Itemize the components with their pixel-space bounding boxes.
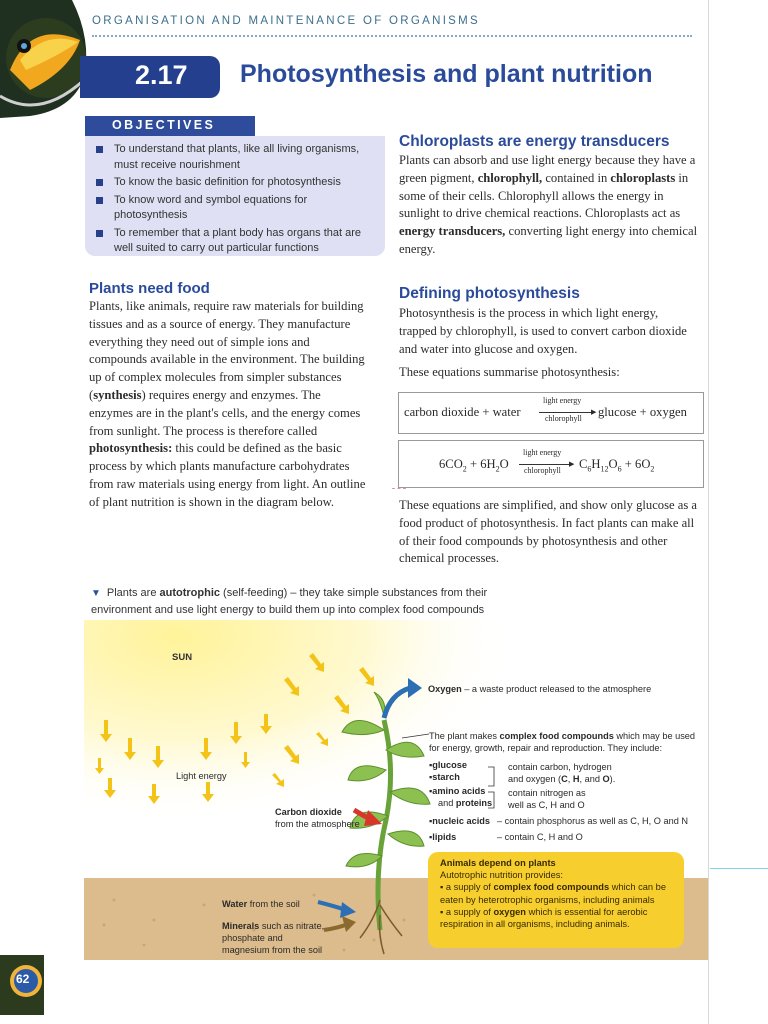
- symbol-equation-reactants: $6CO_2 + 6H_2O$: [439, 457, 509, 474]
- word-equation-reactants: carbon dioxide + water: [404, 405, 521, 419]
- bullet-square-icon: [96, 146, 103, 153]
- oxygen-label: Oxygen – a waste product released to the atmosphere: [428, 684, 652, 694]
- caption-triangle-icon: ▼: [91, 588, 101, 599]
- symbol-equation-products: $C_6H_{12}O_6 + 6O_2$: [579, 457, 655, 474]
- margin-mark: [392, 488, 406, 489]
- objective-item: To know the basic definition for photosynthesis: [96, 175, 380, 191]
- page-title: Photosynthesis and plant nutrition: [240, 60, 653, 88]
- symbol-equation-condition-above: light energy: [523, 448, 562, 457]
- lipids-item: ▪lipids: [429, 832, 457, 842]
- page-edge-mark: [710, 868, 768, 869]
- reaction-arrow-icon: [519, 464, 573, 465]
- diagram-caption: ▼ Plants are autotrophic (self-feeding) – they take simple substances from their environment and use light energy to build them up into complex food compounds: [91, 587, 488, 616]
- word-equation-condition-above: light energy: [543, 396, 582, 405]
- starch-item: ▪starch: [429, 772, 460, 782]
- arrow-head-icon: ▶: [591, 408, 597, 416]
- objectives-heading: OBJECTIVES: [112, 118, 216, 132]
- plants-need-food-paragraph: Plants, like animals, require raw materials for building tissues and as a source of energy. They manufacture everything they need out of simple ions and compounds available in the environment. The building up of complex molecules from simpler substances (synthesis) requires energy and enzymes. The enzymes are in the plant's cells, and the energy comes from sunlight. The process is therefore called photosynthesis: this could be defined as the basic process by which plants manufacture carbohydrates from raw materials using energy from light. An outline of plant nutrition is shown in the diagram below.: [89, 299, 366, 509]
- proteins-item: and proteins: [438, 798, 493, 808]
- bullet-square-icon: [96, 230, 103, 237]
- objective-item: To know word and symbol equations for photosynthesis: [96, 193, 380, 224]
- objective-item: To remember that a plant body has organs that are well suited to carry out particular functions: [96, 226, 380, 257]
- reaction-arrow-icon: [539, 412, 595, 413]
- symbol-equation-condition-below: chlorophyll: [524, 466, 561, 475]
- header-bird-emblem: [0, 0, 92, 120]
- section-label: ORGANISATION AND MAINTENANCE OF ORGANISMS: [92, 15, 481, 27]
- light-energy-label: Light energy: [176, 771, 227, 781]
- chloroplasts-paragraph: Plants can absorb and use light energy because they have a green pigment, chlorophyll, contained in chloroplasts in some of their cells. Chlorophyll allows the energy in sunlight to drive chemical reactions. Chloroplasts act as energy transducers, converting light energy into chemical energy.: [399, 153, 698, 256]
- callout-bullet: ▪ a supply of complex food compounds which can be eaten by heterotrophic organisms, including animals: [440, 882, 666, 905]
- bullet-square-icon: [96, 179, 103, 186]
- word-equation-box: [398, 392, 704, 434]
- plants-need-food-heading: Plants need food: [89, 280, 210, 297]
- carbon-dioxide-label: Carbon dioxide from the atmosphere: [275, 807, 360, 829]
- nucleic-acids-item: ▪nucleic acids: [429, 816, 490, 826]
- word-equation-condition-below: chlorophyll: [545, 414, 582, 423]
- amino-acids-item: ▪amino acids: [429, 786, 486, 796]
- carbohydrates-description: contain carbon, hydrogen and oxygen (C, H, and O).: [508, 762, 616, 784]
- callout-text: [440, 857, 680, 930]
- arrow-head-icon: ▶: [569, 460, 575, 468]
- equations-note-paragraph: These equations are simplified, and show only glucose as a food product of photosynthesis. In fact plants can make all of their food compounds by photosynthesis and other chemical processes.: [399, 498, 697, 566]
- lipids-description: – contain C, H and O: [497, 832, 583, 842]
- objective-item: To understand that plants, like all living organisms, must receive nourishment: [96, 142, 380, 173]
- proteins-description: contain nitrogen as well as C, H and O: [508, 788, 586, 810]
- word-equation-products: glucose + oxygen: [598, 405, 687, 419]
- chloroplasts-heading: Chloroplasts are energy transducers: [399, 133, 670, 150]
- equations-intro: These equations summarise photosynthesis:: [399, 365, 620, 379]
- glucose-item: ▪glucose: [429, 760, 467, 770]
- lesson-number: 2.17: [135, 60, 188, 90]
- page-edge-line: [708, 0, 709, 1024]
- food-compounds-description: The plant makes complex food compounds which may be used for energy, growth, repair and reproduction. They include:: [429, 731, 696, 753]
- definition-paragraph: Photosynthesis is the process in which light energy, trapped by chlorophyll, is used to convert carbon dioxide and water into glucose and oxygen.: [399, 306, 687, 356]
- nucleic-acids-description: – contain phosphorus as well as C, H, O and N: [497, 816, 688, 826]
- bullet-square-icon: [96, 197, 103, 204]
- symbol-equation-box: [398, 440, 704, 488]
- callout-bullet: ▪ a supply of oxygen which is essential for aerobic respiration in all organisms, including animals.: [440, 906, 648, 930]
- header-dotted-rule: [92, 35, 692, 37]
- objectives-list: [96, 142, 380, 259]
- water-label: Water from the soil: [222, 899, 300, 909]
- sun-label: SUN: [172, 652, 193, 663]
- defining-photosynthesis-heading: Defining photosynthesis: [399, 285, 580, 302]
- page-number: 62: [16, 972, 30, 986]
- minerals-label: Minerals such as nitrate, phosphate and magnesium from the soil: [222, 921, 325, 955]
- callout-heading: Animals depend on plants: [440, 858, 556, 868]
- callout-intro: Autotrophic nutrition provides:: [440, 870, 563, 881]
